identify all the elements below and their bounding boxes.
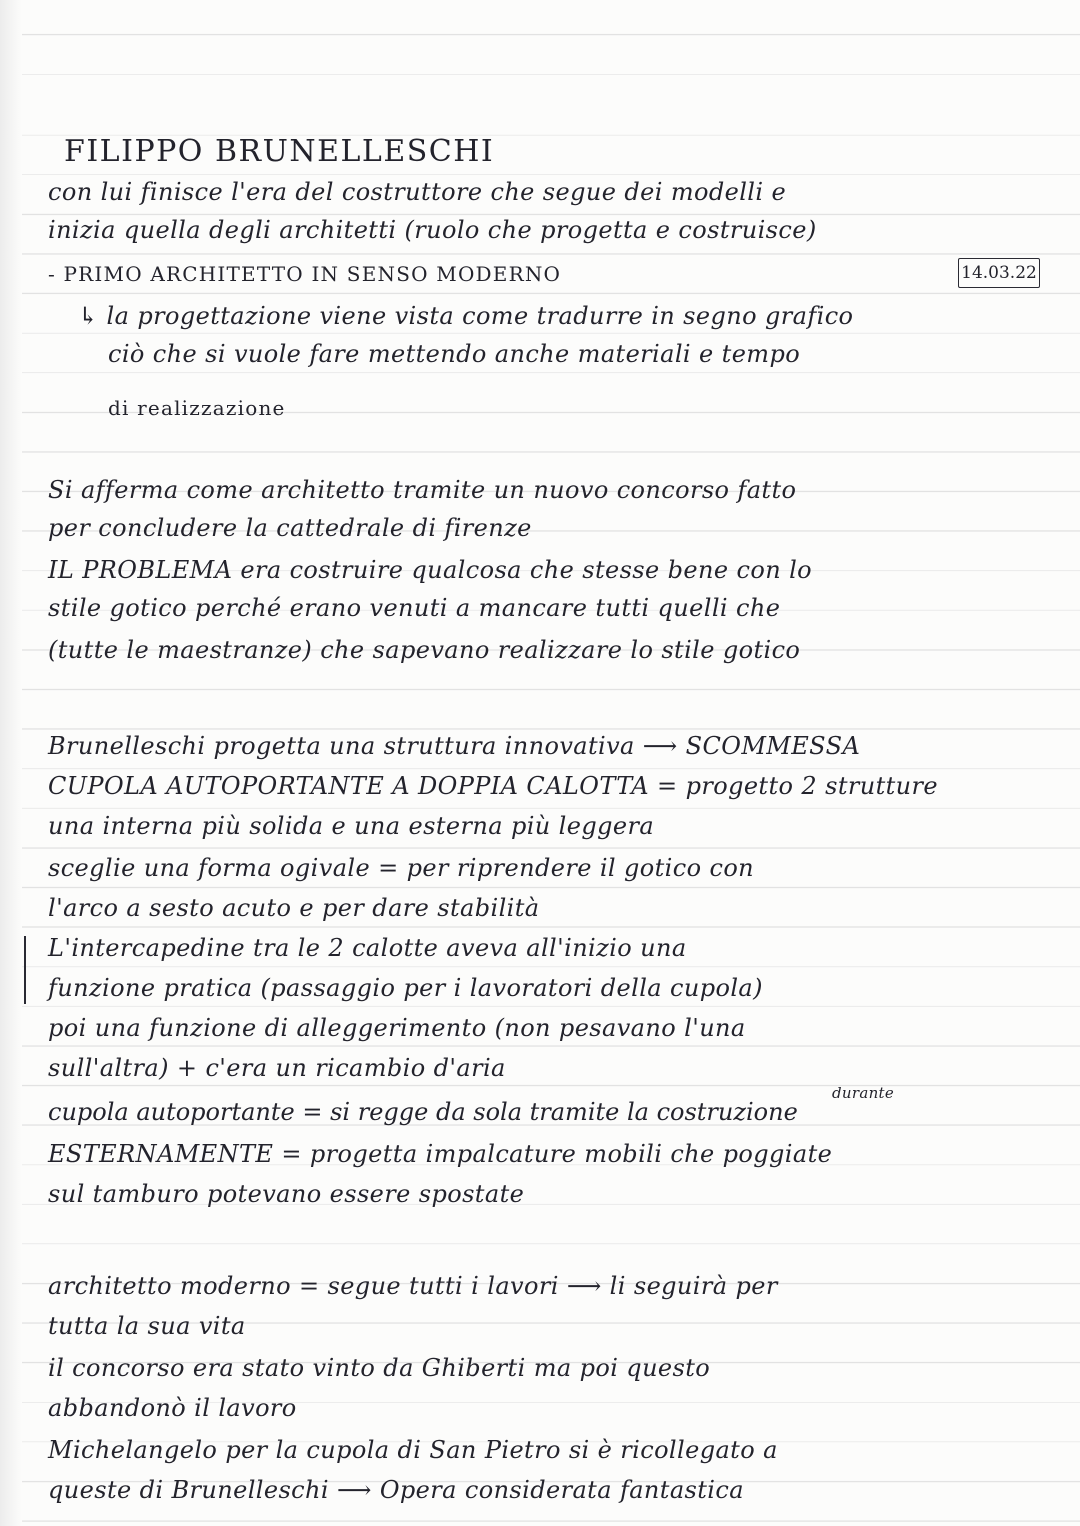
margin-mark (24, 936, 26, 1004)
note-line: inizia quella degli architetti (ruolo che progetta e costruisce) (48, 216, 817, 244)
note-line: sceglie una forma ogivale = per riprendere il gotico con (48, 854, 755, 882)
note-line: Si afferma come architetto tramite un nuovo concorso fatto (48, 476, 797, 504)
note-line: ESTERNAMENTE = progetta impalcature mobili che poggiate (48, 1140, 833, 1168)
page-title: FILIPPO BRUNELLESCHI (64, 134, 495, 169)
note-line: (tutte le maestranze) che sapevano realizzare lo stile gotico (48, 636, 801, 664)
note-line: architetto moderno = segue tutti i lavori ⟶ li seguirà per (48, 1272, 778, 1300)
note-line: con lui finisce l'era del costruttore che segue dei modelli e (48, 178, 787, 206)
note-line: IL PROBLEMA era costruire qualcosa che stesse bene con lo (48, 556, 813, 584)
note-line: - PRIMO ARCHITETTO IN SENSO MODERNO (48, 262, 562, 286)
date-box: 14.03.22 (958, 258, 1040, 288)
note-line: stile gotico perché erano venuti a mancare tutti quelli che (48, 594, 781, 622)
note-line: una interna più solida e una esterna più leggera (48, 812, 655, 840)
note-line: L'intercapedine tra le 2 calotte aveva all'inizio una (48, 934, 687, 962)
note-line: sul tamburo potevano essere spostate (48, 1180, 525, 1208)
note-line: ciò che si vuole fare mettendo anche materiali e tempo (108, 340, 801, 368)
note-line: di realizzazione (108, 396, 286, 420)
note-line: il concorso era stato vinto da Ghiberti ma poi questo (48, 1354, 711, 1382)
note-line: l'arco a sesto acuto e per dare stabilità (48, 894, 540, 922)
note-line: CUPOLA AUTOPORTANTE A DOPPIA CALOTTA = progetto 2 strutture (48, 772, 939, 800)
note-line: ↳ la progettazione viene vista come tradurre in segno grafico (78, 302, 854, 330)
note-line: abbandonò il lavoro (48, 1394, 297, 1422)
note-line: cupola autoportante = si regge da sola tramite la costruzione (48, 1098, 798, 1126)
page-binding-edge (0, 0, 22, 1526)
note-line: funzione pratica (passaggio per i lavoratori della cupola) (48, 974, 763, 1002)
note-line: sull'altra) + c'era un ricambio d'aria (48, 1054, 506, 1082)
note-line: Brunelleschi progetta una struttura innovativa ⟶ SCOMMESSA (48, 732, 861, 760)
note-line: per concludere la cattedrale di firenze (48, 514, 532, 542)
note-line: tutta la sua vita (48, 1312, 246, 1340)
note-line: poi una funzione di alleggerimento (non pesavano l'una (48, 1014, 746, 1042)
insertion-note: durante (832, 1084, 895, 1102)
note-line: queste di Brunelleschi ⟶ Opera considerata fantastica (48, 1476, 744, 1504)
note-line: Michelangelo per la cupola di San Pietro si è ricollegato a (48, 1436, 778, 1464)
